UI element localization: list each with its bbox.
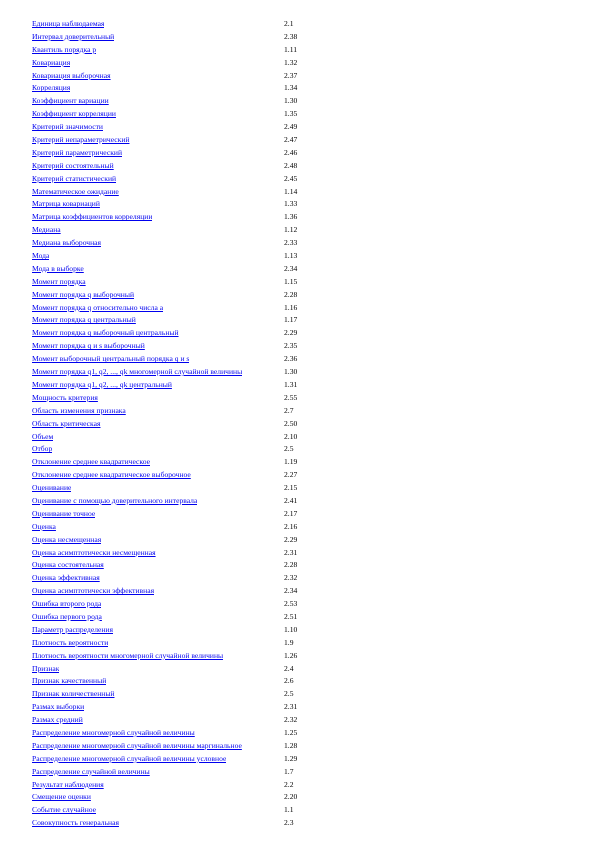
term-reference-number: 2.1 [284,19,294,28]
index-entry [32,82,552,95]
term-reference-number: 2.37 [284,70,298,80]
term-link[interactable]: Ошибка второго рода [32,599,102,609]
term-reference-number: 2.31 [284,702,298,712]
term-reference-number: 1.11 [284,44,298,54]
term-reference-number: 1.29 [284,753,298,763]
term-reference-number: 2.34 [284,586,298,596]
index-entry [32,211,552,224]
term-reference-number: 2.45 [284,173,298,183]
term-link[interactable]: Ковариация выборочная [32,70,111,80]
index-entry [32,121,552,134]
term-link[interactable]: Момент порядка q1, q2, ..., qk центральный [32,379,172,389]
term-link[interactable]: Область критическая [32,418,101,428]
term-reference-number: 2.17 [284,508,298,518]
term-reference-number: 1.31 [284,379,298,389]
index-entry [32,198,552,211]
index-entry [32,637,552,650]
term-reference-number: 2.32 [284,573,298,583]
index-entry [32,160,552,173]
term-reference-number: 1.1 [284,805,294,815]
index-entry [32,95,552,108]
term-reference-number: 1.35 [284,109,298,119]
term-link[interactable]: Отбор [32,444,53,454]
term-link[interactable]: Матрица коэффициентов корреляции [32,212,153,222]
term-reference-number: 1.32 [284,57,298,67]
index-entry [32,585,552,598]
term-link[interactable]: Квантиль порядка p [32,44,97,54]
index-entry [32,598,552,611]
term-link[interactable]: Момент порядка q и s выборочный [32,341,145,351]
index-entry [32,624,552,637]
term-link[interactable]: Признак [32,663,60,673]
term-link[interactable]: Смещение оценки [32,792,91,802]
index-entry [32,289,552,302]
index-entry [32,469,552,482]
term-link[interactable]: Объем [32,431,54,441]
term-link[interactable]: Совокупность генеральная [32,818,119,828]
index-entry [32,817,552,830]
term-link[interactable]: Распределение многомерной случайной величины [32,727,195,737]
term-reference-number: 2.35 [284,341,298,351]
term-reference-number: 2.32 [284,715,298,725]
term-link[interactable]: Коэффициент вариации [32,96,109,106]
term-reference-number: 2.55 [284,392,298,402]
index-entry [32,727,552,740]
index-entry [32,740,552,753]
term-link[interactable]: Корреляция [32,83,71,93]
term-link[interactable]: Медиана выборочная [32,238,102,248]
term-link[interactable]: Ошибка первого рода [32,611,102,621]
term-link[interactable]: Математическое ожидание [32,186,119,196]
term-link[interactable]: Критерий непараметрический [32,135,130,145]
term-link[interactable]: Плотность вероятности [32,637,109,647]
term-reference-number: 1.19 [284,457,298,467]
term-link[interactable]: Интервал доверительный [32,31,115,41]
index-entry [32,804,552,817]
term-reference-number: 2.27 [284,470,298,480]
term-link[interactable]: Медиана [32,225,61,235]
index-entry [32,559,552,572]
index-entry [32,44,552,57]
term-reference-number: 1.9 [284,637,294,647]
index-entry [32,482,552,495]
term-link[interactable]: Мода [32,251,50,261]
term-link[interactable]: Мода в выборке [32,263,84,273]
index-entry [32,456,552,469]
term-reference-number: 2.46 [284,147,298,157]
index-entry [32,418,552,431]
term-link[interactable]: Оценивание [32,483,72,493]
term-reference-number: 2.48 [284,160,298,170]
term-reference-number: 2.38 [284,31,298,41]
term-reference-number: 2.7 [284,405,294,415]
term-link[interactable]: Момент порядка [32,276,86,286]
index-entry [32,31,552,44]
term-link[interactable]: Результат наблюдения [32,779,104,789]
term-reference-number: 1.26 [284,650,298,660]
index-entry [32,314,552,327]
index-entry [32,650,552,663]
term-reference-number: 1.36 [284,212,298,222]
term-reference-number: 2.51 [284,611,298,621]
term-link[interactable]: Единица наблюдаемая [32,19,105,28]
index-entry [32,766,552,779]
term-reference-number: 2.15 [284,483,298,493]
term-link[interactable]: Событие случайное [32,805,97,815]
index-entry [32,186,552,199]
index-entry [32,18,552,31]
term-reference-number: 2.34 [284,263,298,273]
term-reference-number: 1.17 [284,315,298,325]
index-entry [32,263,552,276]
index-entry [32,611,552,624]
term-link[interactable]: Оценка состоятельная [32,560,104,570]
term-reference-number: 2.28 [284,560,298,570]
term-link[interactable]: Критерий значимости [32,122,103,132]
index-entry [32,443,552,456]
term-link[interactable]: Момент порядка q выборочный центральный [32,328,179,338]
index-entry [32,340,552,353]
term-reference-number: 2.2 [284,779,294,789]
index-entry [32,173,552,186]
term-reference-number: 2.20 [284,792,298,802]
term-reference-number: 1.15 [284,276,298,286]
term-link[interactable]: Параметр распределения [32,624,113,634]
index-entry [32,224,552,237]
term-reference-number: 2.50 [284,418,298,428]
index-entry [32,534,552,547]
term-reference-number: 2.29 [284,534,298,544]
index-entry [32,134,552,147]
term-link[interactable]: Оценка эффективная [32,573,100,583]
term-link[interactable]: Оценивание точное [32,508,96,518]
term-link[interactable]: Оценка асимптотически несмещенная [32,547,156,557]
term-reference-number: 1.30 [284,96,298,106]
index-entry [32,753,552,766]
term-reference-number: 1.25 [284,727,298,737]
term-link[interactable]: Оценка [32,521,56,531]
index-entry [32,572,552,585]
term-reference-number: 1.12 [284,225,298,235]
term-reference-number: 1.13 [284,251,298,261]
term-link[interactable]: Момент порядка q1, q2, ..., qk многомерной случайной величины [32,367,243,377]
index-entry [32,701,552,714]
term-link[interactable]: Отклонение среднее квадратическое [32,457,150,467]
index-entry [32,276,552,289]
term-reference-number: 2.10 [284,431,298,441]
term-reference-number: 2.6 [284,676,294,686]
term-link[interactable]: Оценка несмещенная [32,534,102,544]
index-entry [32,250,552,263]
term-link[interactable]: Распределение многомерной случайной величины условное [32,753,227,763]
index-entry [32,663,552,676]
term-link[interactable]: Размах средний [32,715,83,725]
term-reference-number: 1.16 [284,302,298,312]
term-link[interactable]: Отклонение среднее квадратическое выборочное [32,470,191,480]
term-reference-number: 2.36 [284,354,298,364]
index-entry [32,70,552,83]
term-link[interactable]: Оценивание с помощью доверительного интервала [32,495,198,505]
term-reference-number: 1.10 [284,624,298,634]
index-entry [32,302,552,315]
term-reference-number: 2.49 [284,122,298,132]
term-reference-number: 2.5 [284,444,294,454]
index-entry [32,714,552,727]
index-entry [32,379,552,392]
term-reference-number: 2.5 [284,689,294,699]
term-link[interactable]: Признак качественный [32,676,107,686]
term-link[interactable]: Распределение случайной величины [32,766,150,776]
index-entry [32,521,552,534]
index-entry [32,495,552,508]
index-entry [32,675,552,688]
term-link[interactable]: Признак количественный [32,689,115,699]
index-entry [32,508,552,521]
term-link[interactable]: Момент выборочный центральный порядка q и s [32,354,190,364]
term-link[interactable]: Плотность вероятности многомерной случайной величины [32,650,224,660]
term-link[interactable]: Оценка асимптотически эффективная [32,586,155,596]
term-link[interactable]: Момент порядка q относительно числа a [32,302,164,312]
index-entry [32,237,552,250]
term-reference-number: 2.16 [284,521,298,531]
index-entry [32,405,552,418]
term-link[interactable]: Область изменения признака [32,405,126,415]
index-entry [32,547,552,560]
term-reference-number: 2.29 [284,328,298,338]
term-link[interactable]: Ковариация [32,57,71,67]
term-reference-number: 2.4 [284,663,294,673]
index-entry [32,147,552,160]
term-link[interactable]: Критерий статистический [32,173,117,183]
term-reference-number: 1.14 [284,186,298,196]
index-entry [32,688,552,701]
term-link[interactable]: Момент порядка q выборочный [32,289,135,299]
index-entry [32,353,552,366]
index-entry [32,791,552,804]
term-reference-number: 2.3 [284,818,294,828]
term-link[interactable]: Критерий состоятельный [32,160,114,170]
term-link[interactable]: Размах выборки [32,702,85,712]
index-entry [32,108,552,121]
term-link[interactable]: Распределение многомерной случайной величины маргинальное [32,740,242,750]
term-reference-number: 2.41 [284,495,298,505]
term-reference-number: 1.28 [284,740,298,750]
term-reference-number: 1.30 [284,367,298,377]
index-entry [32,431,552,444]
term-link[interactable]: Матрица ковариаций [32,199,100,209]
term-link[interactable]: Момент порядка q центральный [32,315,136,325]
term-link[interactable]: Коэффициент корреляции [32,109,116,119]
index-entry [32,366,552,379]
term-reference-number: 2.33 [284,238,298,248]
terms-index-list [32,18,552,830]
term-reference-number: 2.31 [284,547,298,557]
term-reference-number: 1.7 [284,766,294,776]
term-reference-number: 1.33 [284,199,298,209]
term-reference-number: 2.53 [284,599,298,609]
index-entry [32,779,552,792]
index-entry [32,57,552,70]
index-entry [32,392,552,405]
index-entry [32,327,552,340]
term-reference-number: 2.47 [284,135,298,145]
term-reference-number: 1.34 [284,83,298,93]
term-link[interactable]: Мощность критерия [32,392,98,402]
term-reference-number: 2.28 [284,289,298,299]
term-link[interactable]: Критерий параметрический [32,147,123,157]
